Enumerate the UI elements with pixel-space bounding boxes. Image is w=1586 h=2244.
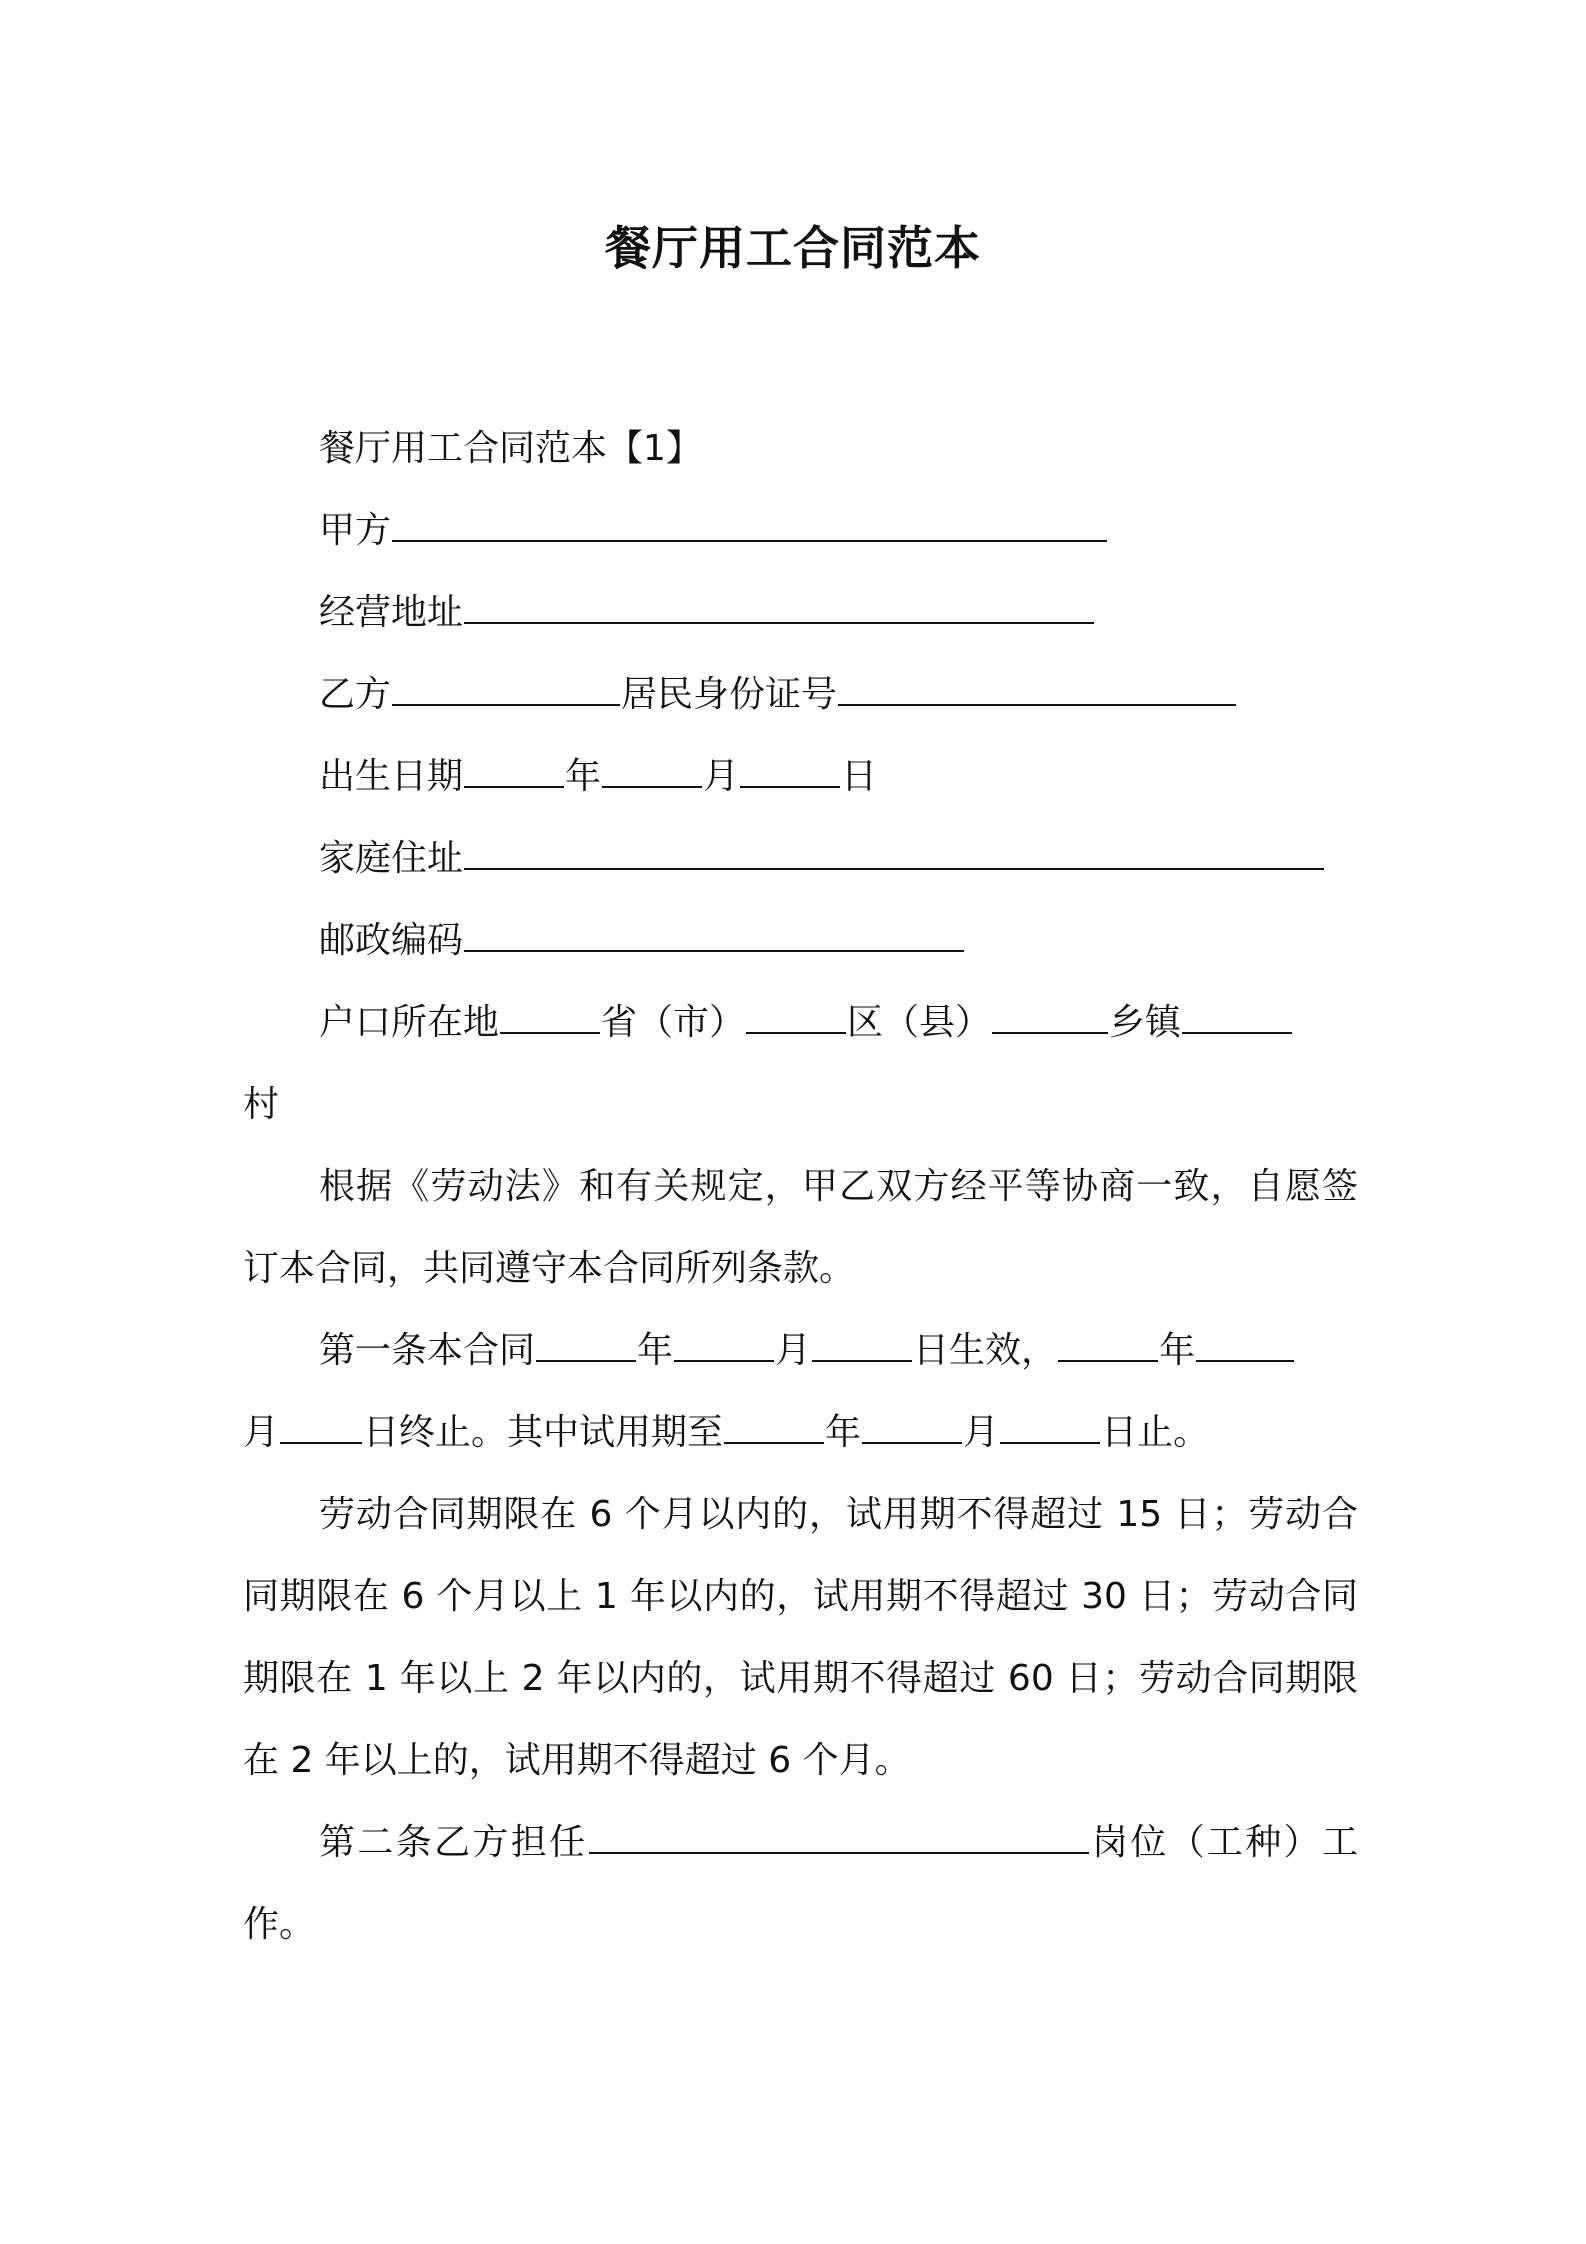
district-label: 区（县） <box>847 1002 992 1043</box>
article1-line1 <box>243 1310 1358 1392</box>
party-a-blank <box>392 510 1107 542</box>
blank <box>1196 1330 1294 1362</box>
party-a-line <box>243 490 1358 572</box>
hukou-line <box>243 982 1358 1064</box>
id-number-label: 居民身份证号 <box>621 674 838 715</box>
article1-effective: 日生效， <box>913 1330 1058 1371</box>
hukou-village: 村 <box>243 1084 280 1125</box>
month-label: 月 <box>243 1412 280 1453</box>
month-label: 月 <box>775 1330 812 1371</box>
year-label: 年 <box>1159 1330 1196 1371</box>
blank <box>280 1412 362 1444</box>
month-label: 月 <box>963 1412 1000 1453</box>
article1-end: 日终止。其中试用期至 <box>363 1412 724 1453</box>
business-address-blank <box>464 592 1094 624</box>
article2-paragraph <box>243 1802 1358 1966</box>
day-label: 日 <box>841 756 878 797</box>
document-title: 餐厅用工合同范本 <box>605 221 981 275</box>
business-address-line <box>243 572 1358 654</box>
postal-code-label: 邮政编码 <box>319 920 464 961</box>
document-body <box>243 408 1358 1966</box>
article1-stop: 日止。 <box>1101 1412 1210 1453</box>
blank <box>536 1330 636 1362</box>
party-b-blank <box>392 674 620 706</box>
blank <box>464 756 564 788</box>
year-label: 年 <box>825 1412 862 1453</box>
province-label: 省（市） <box>601 1002 746 1043</box>
blank <box>862 1412 962 1444</box>
home-address-label: 家庭住址 <box>319 838 464 879</box>
home-address-line <box>243 818 1358 900</box>
blank <box>1000 1412 1100 1444</box>
section-heading: 餐厅用工合同范本【1】 <box>319 428 702 469</box>
business-address-label: 经营地址 <box>319 592 464 633</box>
blank <box>602 756 702 788</box>
birth-date-line <box>243 736 1358 818</box>
birth-date-label: 出生日期 <box>319 756 464 797</box>
home-address-blank <box>464 838 1324 870</box>
probation-paragraph: 劳动合同期限在 6 个月以内的，试用期不得超过 15 日；劳动合同期限在 6 个月以上 1 年以内的，试用期不得超过 30 日；劳动合同期限在 1 年以上 2 年以内的，试用期不得超过 60 日；劳动合同期限在 2 年以上的，试用期不得超过 6 个月。 <box>243 1494 1358 1781</box>
blank <box>500 1002 600 1034</box>
party-b-line <box>243 654 1358 736</box>
party-a-label: 甲方 <box>319 510 392 551</box>
intro-paragraph: 根据《劳动法》和有关规定，甲乙双方经平等协商一致，自愿签订本合同，共同遵守本合同所列条款。 <box>243 1166 1358 1289</box>
blank <box>740 756 840 788</box>
hukou-label: 户口所在地 <box>319 1002 500 1043</box>
position-blank <box>589 1822 1089 1854</box>
blank <box>674 1330 774 1362</box>
postal-code-blank <box>464 920 964 952</box>
blank <box>746 1002 846 1034</box>
town-label: 乡镇 <box>1109 1002 1182 1043</box>
blank <box>812 1330 912 1362</box>
article2-suffix: 岗位（工种）工作。 <box>243 1822 1358 1945</box>
blank <box>1182 1002 1292 1034</box>
article2-prefix: 第二条乙方担任 <box>319 1822 588 1863</box>
id-number-blank <box>838 674 1236 706</box>
month-label: 月 <box>703 756 740 797</box>
blank <box>1058 1330 1158 1362</box>
party-b-label: 乙方 <box>319 674 392 715</box>
article1-prefix: 第一条本合同 <box>319 1330 536 1371</box>
year-label: 年 <box>565 756 602 797</box>
postal-code-line <box>243 900 1358 982</box>
year-label: 年 <box>637 1330 674 1371</box>
article1-line2 <box>243 1392 1358 1474</box>
blank <box>724 1412 824 1444</box>
blank <box>992 1002 1108 1034</box>
